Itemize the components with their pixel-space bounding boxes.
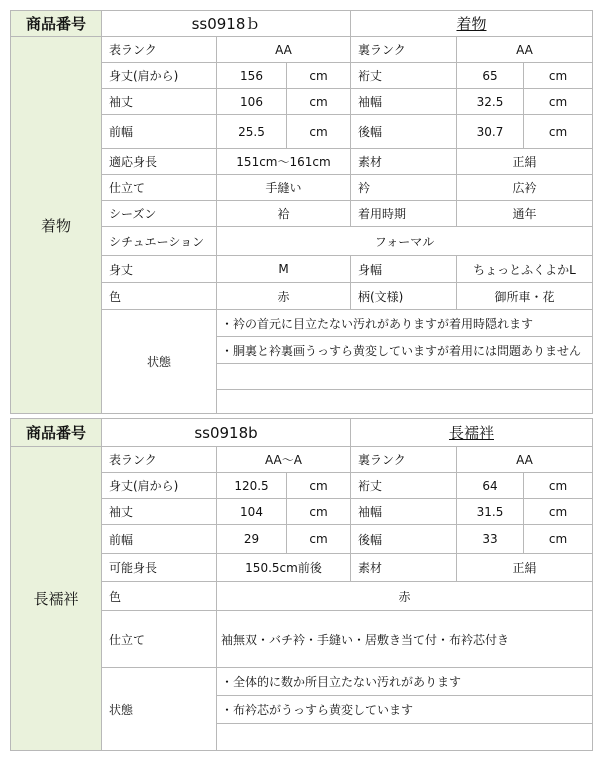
condition-label: 状態 <box>101 309 217 414</box>
ura-rank-label: 裏ランク <box>350 36 457 63</box>
sodetake-unit: cm <box>286 88 351 115</box>
maehaba-label: 前幅 <box>101 114 217 149</box>
collar-label: 衿 <box>350 174 457 201</box>
section-label-juban: 長襦袢 <box>10 446 102 751</box>
color-label: 色 <box>101 282 217 310</box>
item-title: 着物 <box>350 10 593 37</box>
product-code-label: 商品番号 <box>10 418 102 447</box>
section-label-kimono: 着物 <box>10 36 102 414</box>
height-value: 151cm～161cm <box>216 148 351 175</box>
ura-rank-label: 裏ランク <box>350 446 457 473</box>
condition-note: ・胴裏と衿裏画うっすら黄変していますが着用には問題ありません <box>216 336 593 364</box>
omote-rank-label: 表ランク <box>101 36 217 63</box>
material-label: 素材 <box>350 553 457 582</box>
yuki-label: 裄丈 <box>350 472 457 499</box>
ura-rank-value: AA <box>456 446 593 473</box>
size-value: M <box>216 255 351 283</box>
yuki-unit: cm <box>523 472 593 499</box>
yuki-value: 64 <box>456 472 524 499</box>
pattern-value: 御所車・花 <box>456 282 593 310</box>
sewing-value: 袖無双・バチ衿・手縫い・居敷き当て付・布衿芯付き <box>216 610 593 668</box>
ura-rank-value: AA <box>456 36 593 63</box>
maehaba-value: 25.5 <box>216 114 287 149</box>
condition-note <box>216 389 593 414</box>
width-value: ちょっとふくよかL <box>456 255 593 283</box>
color-value: 赤 <box>216 581 593 611</box>
height-label: 適応身長 <box>101 148 217 175</box>
sodehaba-label: 袖幅 <box>350 498 457 525</box>
ushirohaba-value: 30.7 <box>456 114 524 149</box>
maehaba-label: 前幅 <box>101 524 217 554</box>
maehaba-value: 29 <box>216 524 287 554</box>
material-value: 正絹 <box>456 553 593 582</box>
condition-note: ・全体的に数か所目立たない汚れがあります <box>216 667 593 696</box>
mitake-unit: cm <box>286 472 351 499</box>
condition-note: ・布衿芯がうっすら黄変しています <box>216 695 593 724</box>
mitake-value: 120.5 <box>216 472 287 499</box>
sodehaba-label: 袖幅 <box>350 88 457 115</box>
maehaba-unit: cm <box>286 114 351 149</box>
sodehaba-unit: cm <box>523 88 593 115</box>
sewing-label: 仕立て <box>101 610 217 668</box>
product-code: ss0918b <box>101 418 351 447</box>
sewing-value: 手縫い <box>216 174 351 201</box>
height-label: 可能身長 <box>101 553 217 582</box>
material-label: 素材 <box>350 148 457 175</box>
period-label: 着用時期 <box>350 200 457 227</box>
season-label: シーズン <box>101 200 217 227</box>
omote-rank-label: 表ランク <box>101 446 217 473</box>
width-label: 身幅 <box>350 255 457 283</box>
sodehaba-value: 31.5 <box>456 498 524 525</box>
sodetake-label: 袖丈 <box>101 88 217 115</box>
condition-note <box>216 363 593 390</box>
pattern-label: 柄(文様) <box>350 282 457 310</box>
condition-note <box>216 723 593 751</box>
ushirohaba-label: 後幅 <box>350 524 457 554</box>
period-value: 通年 <box>456 200 593 227</box>
ushirohaba-unit: cm <box>523 114 593 149</box>
mitake-label: 身丈(肩から) <box>101 472 217 499</box>
sodetake-unit: cm <box>286 498 351 525</box>
ushirohaba-value: 33 <box>456 524 524 554</box>
yuki-value: 65 <box>456 62 524 89</box>
mitake-value: 156 <box>216 62 287 89</box>
sodetake-value: 104 <box>216 498 287 525</box>
situation-value: フォーマル <box>216 226 593 256</box>
condition-note: ・衿の首元に目立たない汚れがありますが着用時隠れます <box>216 309 593 337</box>
ushirohaba-label: 後幅 <box>350 114 457 149</box>
sodetake-value: 106 <box>216 88 287 115</box>
condition-label: 状態 <box>101 667 217 751</box>
situation-label: シチュエーション <box>101 226 217 256</box>
item-title: 長襦袢 <box>350 418 593 447</box>
size-label: 身丈 <box>101 255 217 283</box>
sodehaba-unit: cm <box>523 498 593 525</box>
material-value: 正絹 <box>456 148 593 175</box>
maehaba-unit: cm <box>286 524 351 554</box>
omote-rank-value: AA～A <box>216 446 351 473</box>
height-value: 150.5cm前後 <box>216 553 351 582</box>
product-code-label: 商品番号 <box>10 10 102 37</box>
sodetake-label: 袖丈 <box>101 498 217 525</box>
season-value: 袷 <box>216 200 351 227</box>
sewing-label: 仕立て <box>101 174 217 201</box>
mitake-unit: cm <box>286 62 351 89</box>
yuki-label: 裄丈 <box>350 62 457 89</box>
product-code: ss0918ｂ <box>101 10 351 37</box>
omote-rank-value: AA <box>216 36 351 63</box>
mitake-label: 身丈(肩から) <box>101 62 217 89</box>
collar-value: 広衿 <box>456 174 593 201</box>
color-label: 色 <box>101 581 217 611</box>
color-value: 赤 <box>216 282 351 310</box>
ushirohaba-unit: cm <box>523 524 593 554</box>
sodehaba-value: 32.5 <box>456 88 524 115</box>
yuki-unit: cm <box>523 62 593 89</box>
